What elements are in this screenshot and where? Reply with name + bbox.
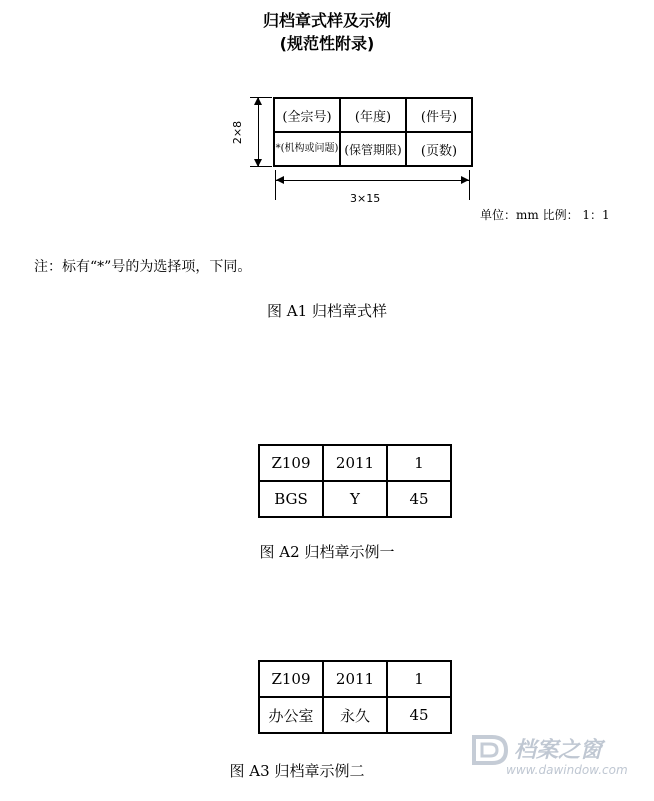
cell-organization: *(机构或问题) — [274, 132, 340, 166]
cell-page-count: 45 — [387, 697, 451, 733]
figure-a1-caption: 图 A1 归档章式样 — [267, 302, 387, 320]
page-title: 归档章式样及示例 — [262, 11, 391, 30]
page-subtitle: (规范性附录) — [279, 34, 375, 53]
archive-stamp-example-2 — [258, 660, 452, 734]
cell-year: 2011 — [323, 661, 387, 697]
cell-retention-period: Y — [323, 481, 387, 517]
unit-scale-note: 单位：mm 比例： 1：1 — [480, 208, 610, 222]
dimension-extension-line — [469, 170, 470, 200]
arrow-up-icon — [254, 97, 262, 105]
arrow-left-icon — [276, 176, 284, 184]
table-row — [259, 697, 451, 733]
cell-fonds-number: (全宗号) — [274, 98, 340, 132]
table-row — [259, 445, 451, 481]
dimension-extension-line — [250, 97, 272, 98]
cell-fonds-number: Z109 — [259, 445, 323, 481]
cell-item-number: 1 — [387, 661, 451, 697]
watermark-brand: 档案之窗 — [514, 738, 603, 763]
watermark-url: www.dawindow.com — [506, 763, 628, 777]
table-row — [274, 98, 472, 132]
table-row — [274, 132, 472, 166]
width-dimension-label: 3×15 — [350, 192, 381, 205]
selection-note: 注：标有“*”号的为选择项，下同。 — [34, 259, 252, 275]
width-dimension-line — [276, 180, 469, 181]
archive-stamp-template — [273, 97, 473, 167]
cell-year: 2011 — [323, 445, 387, 481]
figure-a2-caption: 图 A2 归档章示例一 — [259, 543, 395, 561]
cell-item-number: (件号) — [406, 98, 472, 132]
figure-a3-caption: 图 A3 归档章示例二 — [229, 762, 365, 780]
height-dimension-label: 2×8 — [231, 120, 245, 145]
cell-item-number: 1 — [387, 445, 451, 481]
cell-retention-period: 永久 — [323, 697, 387, 733]
archive-stamp-example-1 — [258, 444, 452, 518]
table-row — [259, 481, 451, 517]
watermark-logo — [470, 733, 640, 783]
cell-page-count: 45 — [387, 481, 451, 517]
cell-fonds-number: Z109 — [259, 661, 323, 697]
dimension-extension-line — [275, 170, 276, 200]
cell-organization: BGS — [259, 481, 323, 517]
arrow-right-icon — [461, 176, 469, 184]
table-row — [259, 661, 451, 697]
height-dimension-line — [258, 98, 259, 166]
dimension-extension-line — [250, 166, 272, 167]
dawindow-logo-icon — [470, 733, 510, 767]
cell-organization: 办公室 — [259, 697, 323, 733]
cell-page-count: (页数) — [406, 132, 472, 166]
cell-retention-period: (保管期限) — [340, 132, 406, 166]
cell-year: (年度) — [340, 98, 406, 132]
